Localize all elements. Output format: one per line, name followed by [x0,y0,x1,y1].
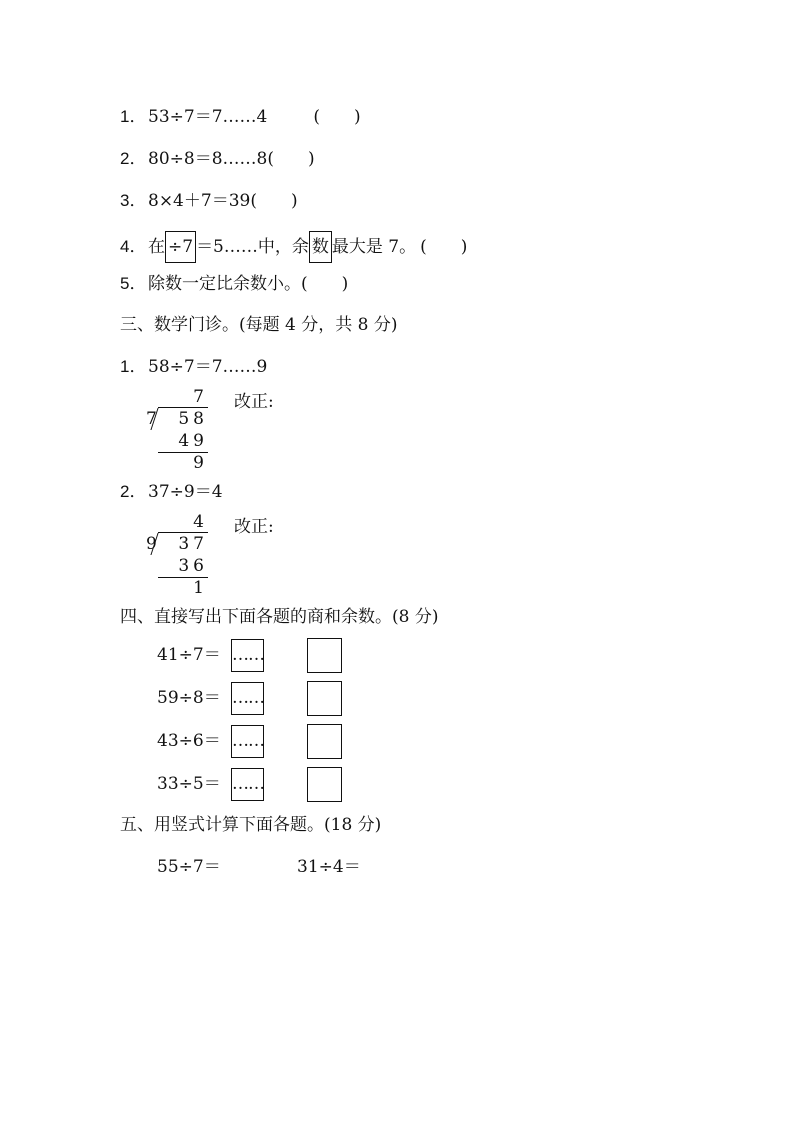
divisor: 7 [146,409,157,429]
division-bracket [158,407,208,408]
division-bracket [158,532,208,533]
judge-text: 8×4＋7＝39 [148,191,251,211]
dividend: 37 [178,534,208,554]
product: 36 [178,556,208,576]
judge-text: 53÷7＝7……4 [148,107,268,127]
divisor: 9 [146,534,157,554]
remainder: 1 [193,578,208,598]
quotient-row-4: 33÷5＝ …… [157,767,342,802]
section4-title: 四、直接写出下面各题的商和余数。(8 分) [120,607,439,627]
judge-item-2: 2．80÷8＝8……8( ) [120,149,315,169]
quotient: 4 [193,512,208,532]
long-division-2 [146,512,216,602]
remainder-box[interactable] [307,724,342,759]
vertical-calc-2: 31÷4＝ [297,857,361,877]
correction-label: 改正: [234,392,274,412]
section3-title: 三、数学门诊。(每题 4 分，共 8 分) [120,315,398,335]
section5-title: 五、用竖式计算下面各题。(18 分) [120,815,382,835]
quotient-box[interactable]: …… [231,639,264,672]
judge-item-4: 4．在 ÷7 ＝5……中，余 数 最大是 7。 ( ) [120,231,467,263]
quotient-row-1: 41÷7＝ …… [157,638,342,673]
answer-paren[interactable]: ( ) [313,107,361,127]
product: 49 [178,431,208,451]
clinic-problem-2: 2．37÷9＝4 [120,482,223,502]
answer-paren[interactable]: ( ) [267,149,315,169]
judge-text: 除数一定比余数小。 [148,274,301,294]
answer-paren[interactable]: ( ) [301,274,349,294]
dividend: 58 [178,409,208,429]
quotient: 7 [193,387,208,407]
remainder-box[interactable] [307,681,342,716]
remainder-box[interactable] [307,638,342,673]
remainder: 9 [193,453,208,473]
answer-paren[interactable]: ( ) [250,191,298,211]
quotient-row-3: 43÷6＝ …… [157,724,342,759]
answer-paren[interactable]: ( ) [420,237,468,257]
blank-box[interactable]: ÷7 [165,231,196,263]
judge-item-5: 5．除数一定比余数小。( ) [120,274,349,294]
clinic-problem-1: 1．58÷7＝7……9 [120,357,268,377]
remainder-box[interactable] [307,767,342,802]
quotient-row-2: 59÷8＝ …… [157,681,342,716]
judge-item-3: 3．8×4＋7＝39( ) [120,191,298,211]
judge-item-1: 1．53÷7＝7……4 ( ) [120,107,361,127]
quotient-box[interactable]: …… [231,725,264,758]
quotient-box[interactable]: …… [231,768,264,801]
correction-label: 改正: [234,517,274,537]
judge-text: 80÷8＝8……8 [148,149,268,169]
vertical-calc-1: 55÷7＝ [157,857,221,877]
blank-box[interactable]: 数 [309,231,332,263]
long-division-1 [146,387,216,477]
quotient-box[interactable]: …… [231,682,264,715]
